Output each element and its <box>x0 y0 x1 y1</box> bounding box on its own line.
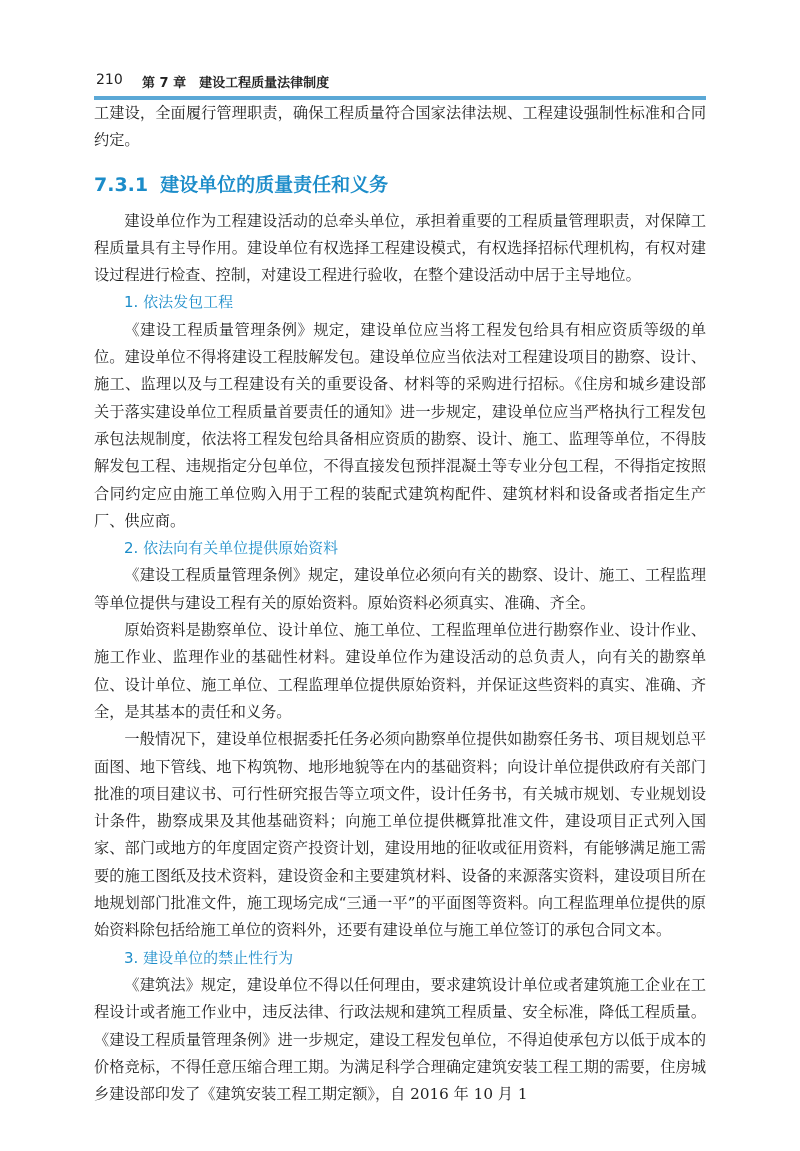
subsection-heading-3: 3. 建设单位的禁止性行为 <box>124 948 294 967</box>
subsection-heading-1: 1. 依法发包工程 <box>124 293 234 312</box>
paragraph-3: 《建设工程质量管理条例》规定，建设单位必须向有关的勘察、设计、施工、工程监理等单位提供与建设工程有关的原始资料。原始资料必须真实、准确、齐全。 <box>94 566 706 612</box>
section-number: 7.3.1 <box>94 173 149 196</box>
intro-paragraph: 工建设，全面履行管理职责，确保工程质量符合国家法律法规、工程建设强制性标准和合同约定。 <box>94 104 706 150</box>
section-title: 建设单位的质量责任和义务 <box>160 173 389 196</box>
section-heading <box>94 169 706 201</box>
chapter-title: 第 7 章 建设工程质量法律制度 <box>142 76 330 91</box>
paragraph-2: 《建设工程质量管理条例》规定，建设单位应当将工程发包给具有相应资质等级的单位。建设单位不得将建设工程肢解发包。建设单位应当依法对工程建设项目的勘察、设计、施工、监理以及与工程建设有关的重要设备、材料等的采购进行招标。《住房和城乡建设部关于落实建设单位工程质量首要责任的通知》进一步规定，建设单位应当严格执行工程发包承包法规制度，依法将工程发包给具备相应资质的勘察、设计、施工、监理等单位，不得肢解发包工程、违规指定分包单位，不得直接发包预拌混凝土等专业分包工程，不得指定按照合同约定应由施工单位购入用于工程的装配式建筑构配件、建筑材料和设备或者指定生产厂、供应商。 <box>94 320 706 530</box>
subsection-heading-2: 2. 依法向有关单位提供原始资料 <box>124 539 339 558</box>
page-body <box>94 100 706 1108</box>
paragraph-5: 一般情况下，建设单位根据委托任务必须向勘察单位提供如勘察任务书、项目规划总平面图、地下管线、地下构筑物、地形地貌等在内的基础资料；向设计单位提供政府有关部门批准的项目建议书、可行性研究报告等立项文件，设计任务书，有关城市规划、专业规划设计条件，勘察成果及其他基础资料；向施工单位提供概算批准文件，建设项目正式列入国家、部门或地方的年度固定资产投资计划，建设用地的征收或征用资料，有能够满足施工需要的施工图纸及技术资料，建设资金和主要建筑材料、设备的来源落实资料，建设项目所在地规划部门批准文件，施工现场完成“三通一平”的平面图等资料。向工程监理单位提供的原始资料除包括给施工单位的资料外，还要有建设单位与施工单位签订的承包合同文本。 <box>94 730 706 940</box>
page-number: 210 <box>96 72 123 88</box>
running-header <box>94 66 706 100</box>
paragraph-1: 建设单位作为工程建设活动的总牵头单位，承担着重要的工程质量管理职责，对保障工程质量具有主导作用。建设单位有权选择工程建设模式，有权选择招标代理机构，有权对建设过程进行检查、控制，对建设工程进行验收，在整个建设活动中居于主导地位。 <box>94 211 706 285</box>
paragraph-6: 《建筑法》规定，建设单位不得以任何理由，要求建筑设计单位或者建筑施工企业在工程设计或者施工作业中，违反法律、行政法规和建筑工程质量、安全标准，降低工程质量。《建设工程质量管理条例》进一步规定，建设工程发包单位，不得迫使承包方以低于成本的价格竞标，不得任意压缩合理工期。为满足科学合理确定建筑安装工程工期的需要，住房城乡建设部印发了《建筑安装工程工期定额》，自 2016 年 10 月 1 <box>94 975 706 1104</box>
paragraph-4: 原始资料是勘察单位、设计单位、施工单位、工程监理单位进行勘察作业、设计作业、施工作业、监理作业的基础性材料。建设单位作为建设活动的总负责人，向有关的勘察单位、设计单位、施工单位、工程监理单位提供原始资料，并保证这些资料的真实、准确、齐全，是其基本的责任和义务。 <box>94 621 706 721</box>
